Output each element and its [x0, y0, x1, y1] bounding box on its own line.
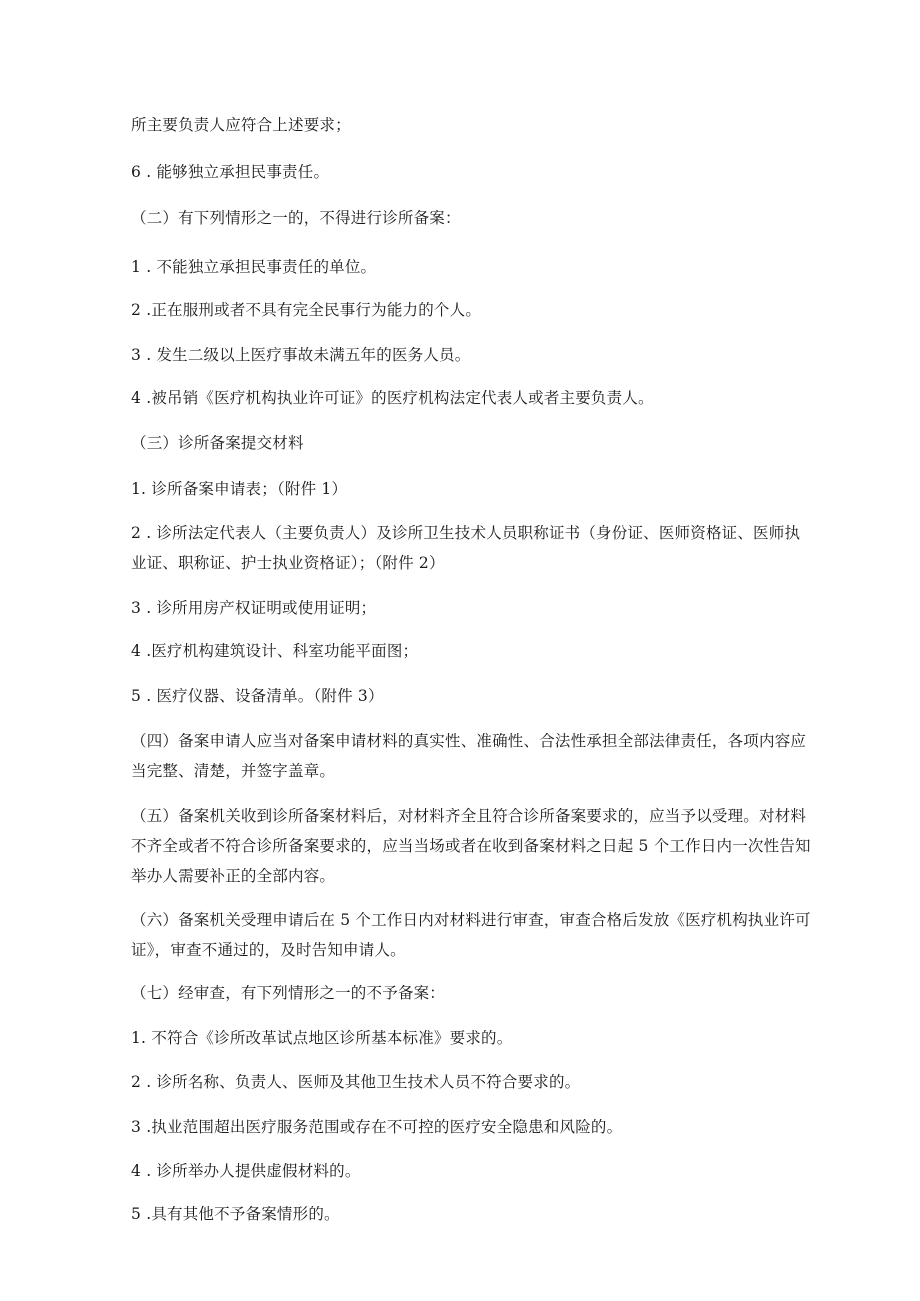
section-heading-3: （三）诊所备案提交材料: [131, 434, 304, 452]
paragraph-item-2: 2 . 诊所法定代表人（主要负责人）及诊所卫生技术人员职称证书（身份证、医师资格证、医师执业证、职称证、护士执业资格证）；（附件 2）: [131, 524, 801, 572]
paragraph-item-1: 1. 不符合《诊所改革试点地区诊所基本标准》要求的。: [131, 1029, 513, 1047]
section-paragraph-5: （五）备案机关收到诊所备案材料后，对材料齐全且符合诊所备案要求的，应当予以受理。对材料不齐全或者不符合诊所备案要求的，应当当场或者在收到备案材料之日起 5 个工作日内一次性告知举办人需要补正的全部内容。: [131, 807, 811, 885]
paragraph-continuation: 所主要负责人应符合上述要求；: [131, 116, 351, 134]
section-heading-7: （七）经审查，有下列情形之一的不予备案：: [131, 984, 446, 1002]
section-heading-2: （二）有下列情形之一的，不得进行诊所备案：: [131, 209, 461, 227]
paragraph-item-3: 3 . 发生二级以上医疗事故未满五年的医务人员。: [131, 346, 471, 364]
section-paragraph-4: （四）备案申请人应当对备案申请材料的真实性、准确性、合法性承担全部法律责任，各项内容应当完整、清楚，并签字盖章。: [131, 732, 807, 780]
paragraph-item-5: 5 .具有其他不予备案情形的。: [131, 1205, 340, 1223]
paragraph-item-4: 4 .医疗机构建筑设计、科室功能平面图；: [131, 642, 419, 660]
section-paragraph-6: （六）备案机关受理申请后在 5 个工作日内对材料进行审查，审查合格后发放《医疗机构执业许可证》，审查不通过的，及时告知申请人。: [131, 911, 811, 959]
paragraph-item-2: 2 . 诊所名称、负责人、医师及其他卫生技术人员不符合要求的。: [131, 1073, 581, 1091]
paragraph-item-3: 3 .执业范围超出医疗服务范围或存在不可控的医疗安全隐患和风险的。: [131, 1118, 623, 1136]
paragraph-item-4: 4 . 诊所举办人提供虚假材料的。: [131, 1162, 361, 1180]
paragraph-item-1: 1. 诊所备案申请表；（附件 1）: [131, 480, 348, 498]
paragraph-item-1: 1 . 不能独立承担民事责任的单位。: [131, 258, 377, 276]
paragraph-item-6: 6 . 能够独立承担民事责任。: [131, 163, 330, 181]
paragraph-item-4: 4 .被吊销《医疗机构执业许可证》的医疗机构法定代表人或者主要负责人。: [131, 389, 654, 407]
paragraph-item-3: 3 . 诊所用房产权证明或使用证明；: [131, 599, 377, 617]
paragraph-item-5: 5 . 医疗仪器、设备清单。（附件 3）: [131, 687, 384, 705]
paragraph-item-2: 2 .正在服刑或者不具有完全民事行为能力的个人。: [131, 301, 482, 319]
